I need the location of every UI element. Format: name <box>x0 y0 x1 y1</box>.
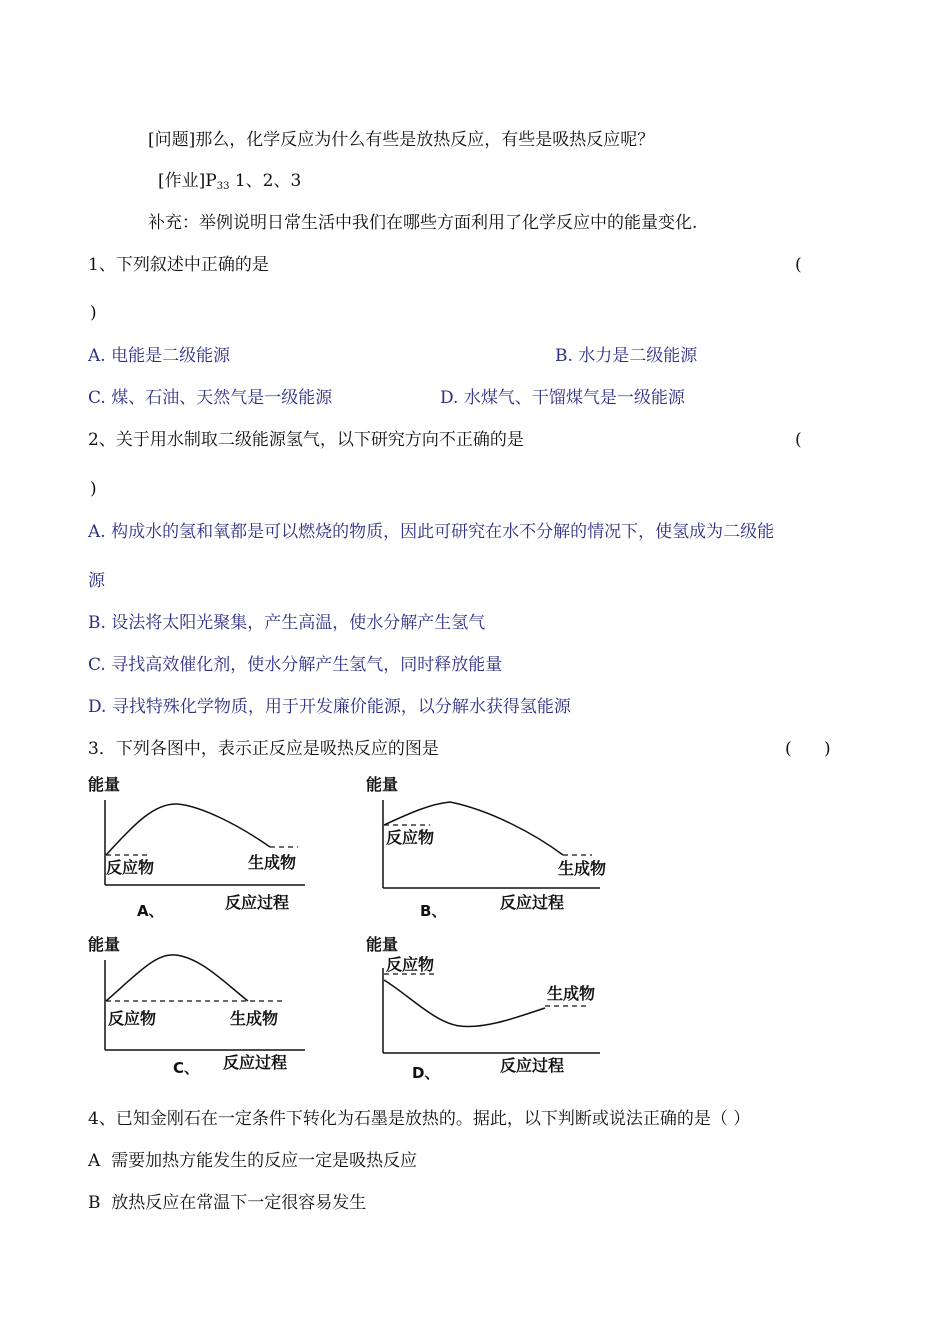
graph-d-product-label: 生成物 <box>547 984 596 1003</box>
q1-option-b: B. 水力是二级能源 <box>555 346 698 366</box>
q4-stem: 4、已知金刚石在一定条件下转化为石墨是放热的。据此，以下判断或说法正确的是（ ） <box>88 1109 751 1129</box>
graph-a-product-label: 生成物 <box>248 853 297 872</box>
graph-d-xlabel: 反应过程 <box>500 1056 565 1075</box>
homework-line <box>158 170 301 198</box>
graph-c-ylabel: 能量 <box>88 935 121 954</box>
graph-a-tag: A、 <box>137 902 164 920</box>
q2-close-paren: ) <box>90 479 97 499</box>
q1-option-d: D. 水煤气、干馏煤气是一级能源 <box>440 388 685 408</box>
graph-d-reactant-label: 反应物 <box>386 955 435 974</box>
graph-c-tag: C、 <box>173 1059 200 1077</box>
graph-a-energy-curve <box>106 804 270 855</box>
q4-option-a: A 需要加热方能发生的反应一定是吸热反应 <box>88 1151 418 1171</box>
graph-d-tag: D、 <box>412 1064 440 1082</box>
graph-a-xlabel: 反应过程 <box>225 893 290 912</box>
graph-a <box>80 768 320 923</box>
graph-c <box>80 928 320 1083</box>
q2-option-a-line2: 源 <box>88 571 105 591</box>
q4-option-b: B 放热反应在常温下一定很容易发生 <box>88 1193 367 1213</box>
graph-c-energy-curve <box>106 955 248 1001</box>
q2-option-a-line1: A. 构成水的氢和氧都是可以燃烧的物质，因此可研究在水不分解的情况下，使氢成为二级能 <box>88 522 775 542</box>
graph-b-xlabel: 反应过程 <box>500 893 565 912</box>
q1-close-paren: ) <box>90 303 97 323</box>
graph-b-product-label: 生成物 <box>558 859 607 878</box>
supplement-line: 补充：举例说明日常生活中我们在哪些方面利用了化学反应中的能量变化. <box>148 213 698 233</box>
graph-d-energy-curve <box>384 980 545 1027</box>
q1-option-a: A. 电能是二级能源 <box>88 346 231 366</box>
graph-b-reactant-label: 反应物 <box>386 828 435 847</box>
graph-a-ylabel: 能量 <box>88 775 121 794</box>
graph-c-reactant-label: 反应物 <box>108 1009 157 1028</box>
graph-b <box>360 768 620 923</box>
q1-open-paren: ( <box>795 255 802 275</box>
q2-option-d: D. 寻找特殊化学物质，用于开发廉价能源，以分解水获得氢能源 <box>88 697 571 717</box>
graph-b-ylabel: 能量 <box>366 775 399 794</box>
q2-open-paren: ( <box>795 430 802 450</box>
homework-prefix: [作业]P <box>158 171 217 191</box>
question-line: [问题]那么，化学反应为什么有些是放热反应，有些是吸热反应呢？ <box>148 130 655 150</box>
graph-c-xlabel: 反应过程 <box>223 1053 288 1072</box>
q3-paren: ( ) <box>785 739 831 759</box>
q1-stem: 1、下列叙述中正确的是 <box>88 255 269 275</box>
q1-option-c: C. 煤、石油、天然气是一级能源 <box>88 388 333 408</box>
homework-subscript: 33 <box>216 181 230 192</box>
q3-stem: 3．下列各图中，表示正反应是吸热反应的图是 <box>88 739 439 759</box>
q2-option-c: C. 寻找高效催化剂，使水分解产生氢气，同时释放能量 <box>88 655 503 675</box>
graph-a-reactant-label: 反应物 <box>106 858 155 877</box>
graph-d <box>360 928 620 1083</box>
graph-d-ylabel: 能量 <box>366 935 399 954</box>
graph-b-tag: B、 <box>420 902 447 920</box>
homework-items: 1、2、3 <box>229 171 302 191</box>
q2-option-b: B. 设法将太阳光聚集，产生高温，使水分解产生氢气 <box>88 613 486 633</box>
q2-stem: 2、关于用水制取二级能源氢气，以下研究方向不正确的是 <box>88 430 524 450</box>
graph-c-product-label: 生成物 <box>230 1009 279 1028</box>
